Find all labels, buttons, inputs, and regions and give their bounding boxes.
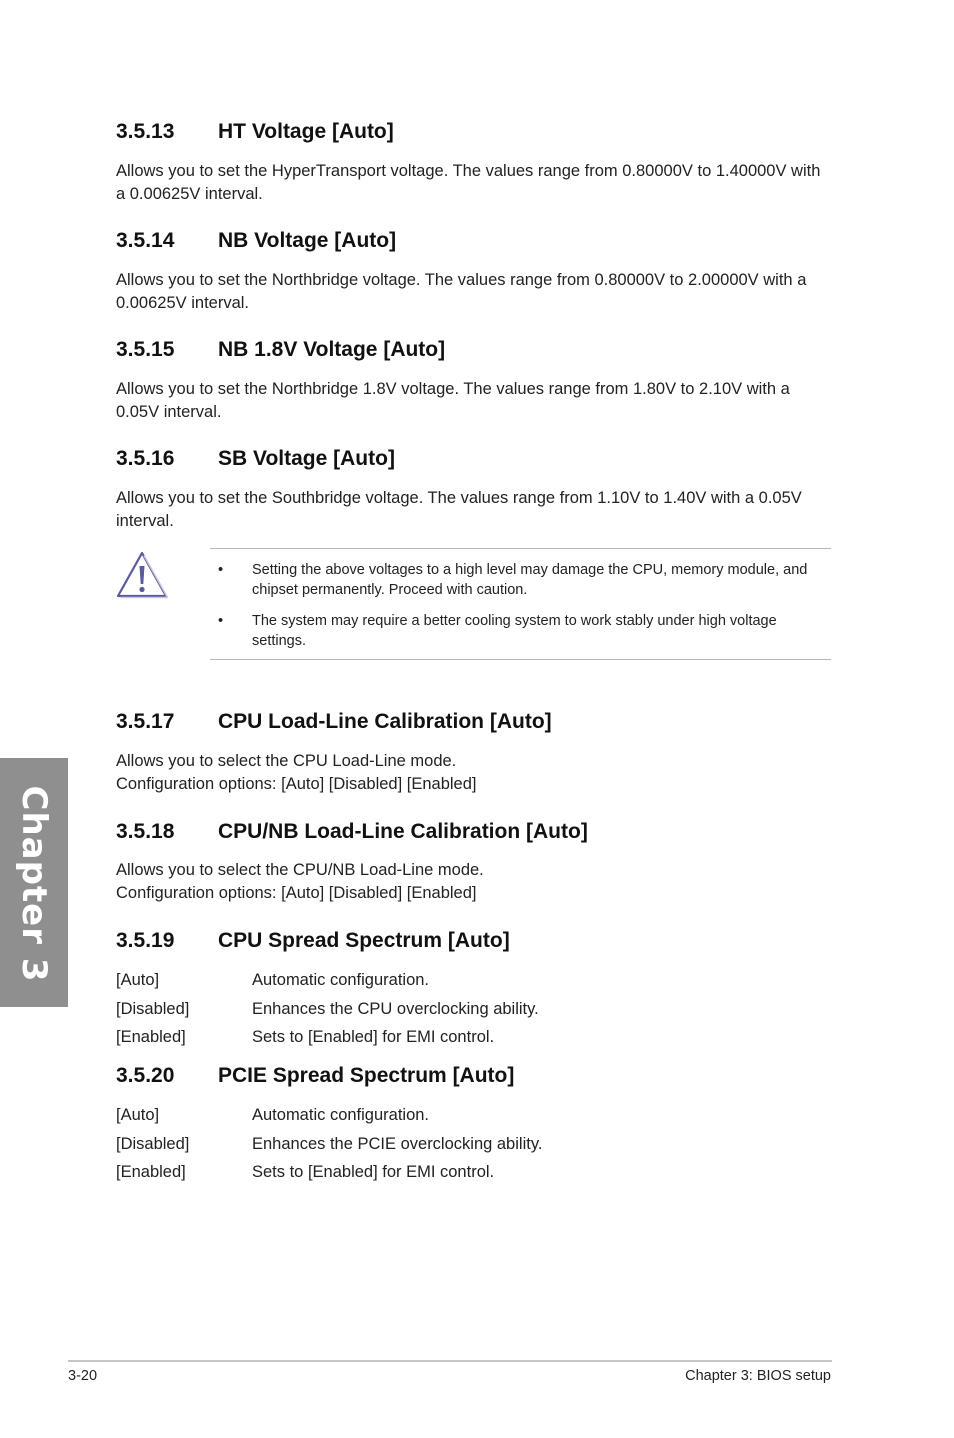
footer-chapter-title: Chapter 3: BIOS setup xyxy=(685,1368,831,1384)
warning-bottom-rule xyxy=(210,659,831,660)
section-description: Allows you to select the CPU Load-Line mode. xyxy=(116,752,457,770)
section-heading-3-5-18 xyxy=(116,820,588,844)
warning-text: Setting the above voltages to a high level may damage the CPU, memory module, and chipset permanently. Proceed with caution. xyxy=(252,562,808,598)
option-description: Enhances the CPU overclocking ability. xyxy=(252,1000,539,1018)
configuration-options: Configuration options: [Auto] [Disabled] [Enabled] xyxy=(116,775,477,793)
option-row xyxy=(116,1132,832,1156)
configuration-options: Configuration options: [Auto] [Disabled] [Enabled] xyxy=(116,884,477,902)
section-title: HT Voltage [Auto] xyxy=(218,120,394,143)
warning-top-rule xyxy=(210,548,831,549)
footer-rule xyxy=(68,1360,832,1362)
option-description: Automatic configuration. xyxy=(252,1106,430,1124)
bullet: • xyxy=(218,562,224,578)
option-row xyxy=(116,968,832,992)
chapter-side-tab xyxy=(0,758,68,1007)
section-heading-3-5-15 xyxy=(116,338,445,362)
section-heading-3-5-14 xyxy=(116,229,396,253)
option-row xyxy=(116,1160,832,1184)
section-title: CPU Load-Line Calibration [Auto] xyxy=(218,710,552,733)
section-title: SB Voltage [Auto] xyxy=(218,447,395,470)
option-description: Automatic configuration. xyxy=(252,971,430,989)
section-number: 3.5.19 xyxy=(116,929,175,952)
section-title: NB 1.8V Voltage [Auto] xyxy=(218,338,446,361)
section-number: 3.5.14 xyxy=(116,229,175,252)
section-heading-3-5-19 xyxy=(116,929,510,953)
section-description: Allows you to set the Northbridge voltage. The values range from 0.80000V to 2.00000V with a 0.00625V interval. xyxy=(116,271,807,312)
warning-triangle-icon xyxy=(115,549,169,601)
option-description: Sets to [Enabled] for EMI control. xyxy=(252,1028,495,1046)
option-key: [Enabled] xyxy=(116,1028,186,1046)
section-title: CPU/NB Load-Line Calibration [Auto] xyxy=(218,820,588,843)
section-title: CPU Spread Spectrum [Auto] xyxy=(218,929,510,952)
footer-page-number: 3-20 xyxy=(68,1368,98,1384)
section-heading-3-5-20 xyxy=(116,1064,514,1088)
bullet: • xyxy=(218,613,224,629)
section-number: 3.5.15 xyxy=(116,338,175,361)
option-key: [Enabled] xyxy=(116,1163,186,1181)
section-title: NB Voltage [Auto] xyxy=(218,229,397,252)
option-description: Sets to [Enabled] for EMI control. xyxy=(252,1163,495,1181)
section-number: 3.5.20 xyxy=(116,1064,175,1087)
warning-item xyxy=(218,560,818,600)
section-number: 3.5.18 xyxy=(116,820,175,843)
option-row xyxy=(116,997,832,1021)
section-number: 3.5.16 xyxy=(116,447,175,470)
option-key: [Auto] xyxy=(116,1106,160,1124)
section-heading-3-5-17 xyxy=(116,710,552,734)
section-description: Allows you to set the Southbridge voltage. The values range from 1.10V to 1.40V with a 0.05V interval. xyxy=(116,489,802,530)
section-heading-3-5-16 xyxy=(116,447,395,471)
section-description: Allows you to set the Northbridge 1.8V voltage. The values range from 1.80V to 2.10V with a 0.05V interval. xyxy=(116,380,790,421)
section-heading-3-5-13 xyxy=(116,120,394,144)
option-row xyxy=(116,1103,832,1127)
option-row xyxy=(116,1025,832,1049)
option-key: [Disabled] xyxy=(116,1135,190,1153)
section-title: PCIE Spread Spectrum [Auto] xyxy=(218,1064,515,1087)
option-description: Enhances the PCIE overclocking ability. xyxy=(252,1135,543,1153)
chapter-tab-label: Chapter 3 xyxy=(14,785,54,983)
section-number: 3.5.17 xyxy=(116,710,175,733)
warning-text: The system may require a better cooling system to work stably under high voltage settings. xyxy=(252,613,777,649)
section-number: 3.5.13 xyxy=(116,120,175,143)
section-description: Allows you to select the CPU/NB Load-Line mode. xyxy=(116,861,484,879)
option-key: [Auto] xyxy=(116,971,160,989)
warning-item xyxy=(218,611,818,651)
option-key: [Disabled] xyxy=(116,1000,190,1018)
section-description: Allows you to set the HyperTransport voltage. The values range from 0.80000V to 1.40000V with a 0.00625V interval. xyxy=(116,162,821,203)
